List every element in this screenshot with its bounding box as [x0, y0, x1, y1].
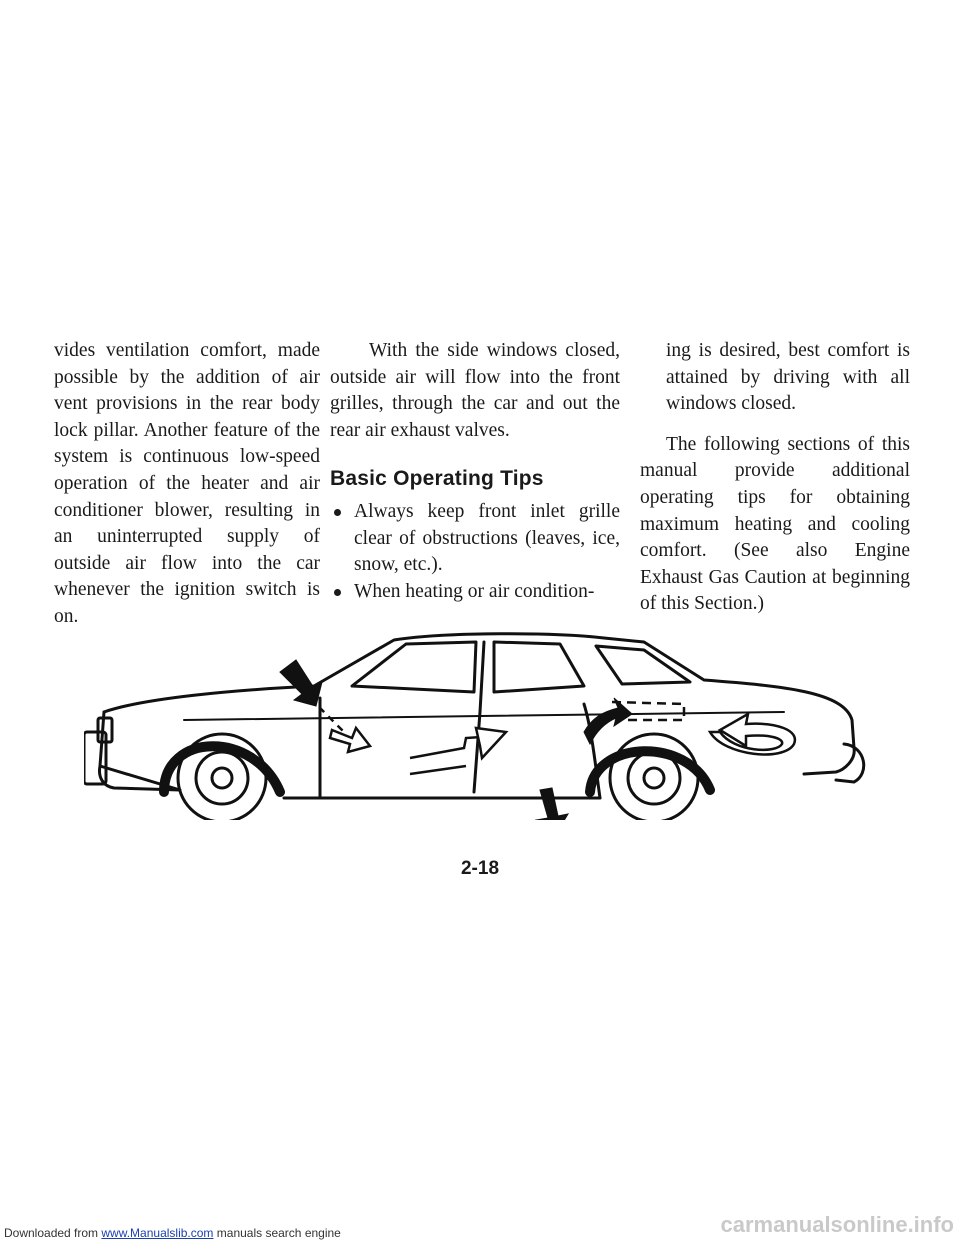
ventilation-paragraph: vides ventilation comfort, made possible by the addition of air vent provisions in the rear body lock pillar. Another feature of the system is continuous low-speed operation of the heater and air conditioner blower, resulting in an uninterrupted supply of outside air flow into the car whenever the ignition switch is on. — [54, 340, 320, 627]
cabin-arrow-1 — [330, 728, 370, 752]
rear-quarter-window — [596, 646, 690, 684]
footer-suffix: manuals search engine — [213, 1226, 341, 1240]
rear-swirl-arrow — [710, 714, 795, 754]
tip-item: When heating or air condition- — [330, 579, 620, 606]
side-windows-paragraph: With the side windows closed, outside air will flow into the front grilles, through the car and out the rear air exhaust valves. — [330, 340, 620, 441]
airflow-arrows — [280, 660, 795, 820]
tips-list — [330, 499, 620, 605]
rear-window — [494, 642, 584, 692]
download-footer — [4, 1226, 341, 1240]
tip-item: Always keep front inlet grille clear of obstructions (leaves, ice, snow, etc.). — [330, 499, 620, 579]
text-column-2 — [330, 338, 620, 605]
inlet-arrow — [280, 660, 322, 706]
page-number: 2-18 — [460, 858, 500, 879]
text-column-1 — [54, 338, 320, 631]
rear-curve-arrow — [584, 698, 632, 744]
section-heading: Basic Operating Tips — [330, 467, 544, 491]
footer-prefix: Downloaded from — [4, 1226, 102, 1240]
text-column-3 — [640, 338, 910, 618]
watermark: carmanualsonline.info — [720, 1212, 954, 1237]
car-airflow-illustration — [84, 620, 884, 820]
comfort-paragraph: ing is desired, best comfort is attained by driving with all windows closed. — [666, 340, 910, 415]
exhaust-arrow — [536, 788, 568, 820]
additional-tips-paragraph: The following sections of this manual provide additional operating tips for obtaining maximum heating and cooling comfort. (See also Engine Exhaust Gas Caution at beginning of this Section.) — [640, 433, 910, 615]
cabin-arrow-2 — [476, 728, 506, 758]
manualslib-link[interactable]: www.Manualslib.com — [101, 1226, 214, 1240]
front-window — [352, 642, 476, 692]
